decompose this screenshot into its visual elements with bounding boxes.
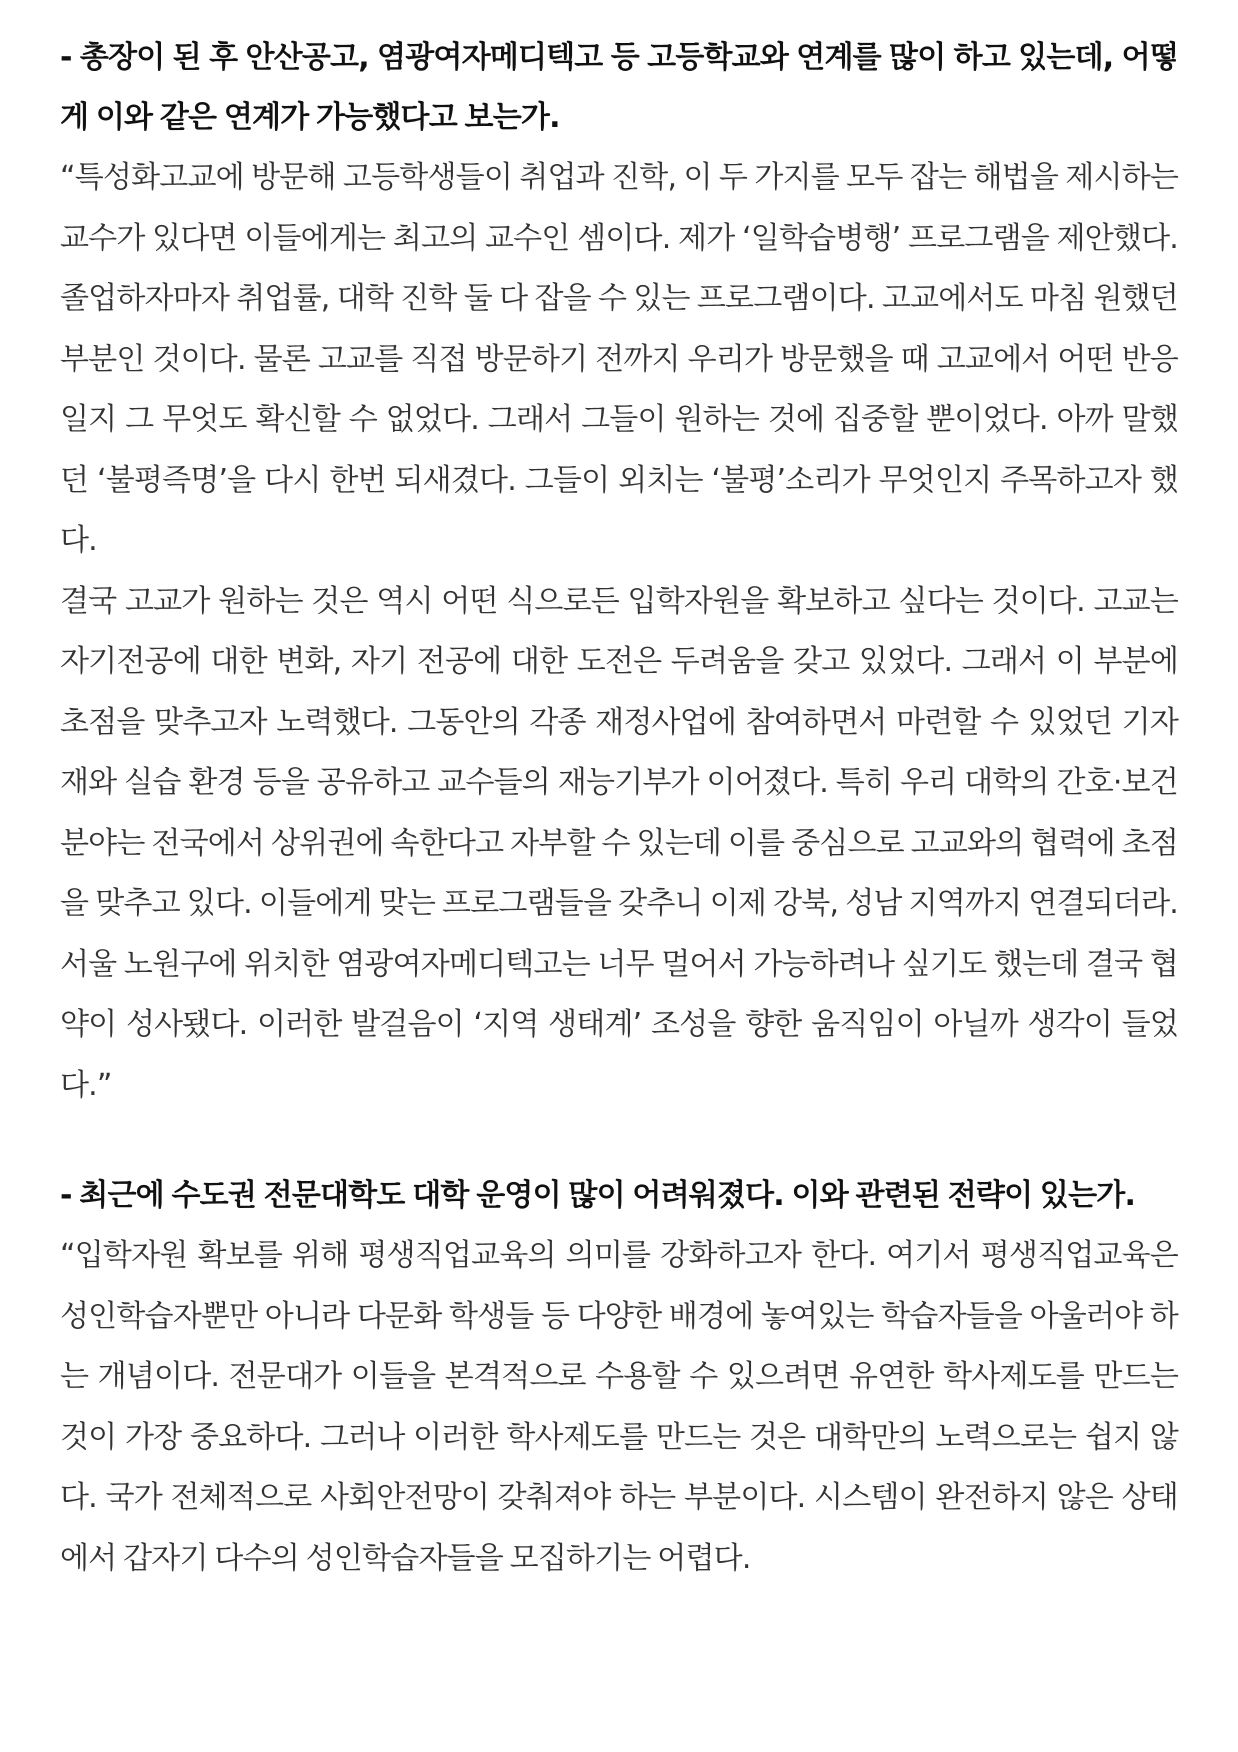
- section-gap: [60, 1116, 1178, 1166]
- interview-answer-paragraph: “특성화고교에 방문해 고등학생들이 취업과 진학, 이 두 가지를 모두 잡는 해법을 제시하는 교수가 있다면 이들에게는 최고의 교수인 셈이다. 제가 ‘일학습병행’ 프로그램을 제안했다. 졸업하자마자 취업률, 대학 진학 둘 다 잡을 수 있는 프로그램이다. 고교에서도 마침 원했던 부분인 것이다. 물론 고교를 직접 방문하기 전까지 우리가 방문했을 때 고교에서 어떤 반응일지 그 무엇도 확신할 수 없었다. 그래서 그들이 원하는 것에 집중할 뿐이었다. 아까 말했던 ‘불평즉명’을 다시 한번 되새겼다. 그들이 외치는 ‘불평’소리가 무엇인지 주목하고자 했다.: [60, 160, 1178, 558]
- qa-section-2: [60, 1166, 1178, 1589]
- interview-question: - 총장이 된 후 안산공고, 염광여자메디텍고 등 고등학교와 연계를 많이 하고 있는데, 어떻게 이와 같은 연계가 가능했다고 보는가.: [60, 40, 1178, 135]
- qa-section-1: [60, 28, 1178, 1116]
- interview-question: - 최근에 수도권 전문대학도 대학 운영이 많이 어려워졌다. 이와 관련된 전략이 있는가.: [60, 1178, 1136, 1213]
- interview-answer-paragraph: “입학자원 확보를 위해 평생직업교육의 의미를 강화하고자 한다. 여기서 평생직업교육은 성인학습자뿐만 아니라 다문화 학생들 등 다양한 배경에 놓여있는 학습자들을 아울러야 하는 개념이다. 전문대가 이들을 본격적으로 수용할 수 있으려면 유연한 학사제도를 만드는 것이 가장 중요하다. 그러나 이러한 학사제도를 만드는 것은 대학만의 노력으로는 쉽지 않다. 국가 전체적으로 사회안전망이 갖춰져야 하는 부분이다. 시스템이 완전하지 않은 상태에서 갑자기 다수의 성인학습자들을 모집하기는 어렵다.: [60, 1238, 1178, 1576]
- article-body: [60, 28, 1178, 1589]
- interview-answer-paragraph: 결국 고교가 원하는 것은 역시 어떤 식으로든 입학자원을 확보하고 싶다는 것이다. 고교는 자기전공에 대한 변화, 자기 전공에 대한 도전은 두려움을 갖고 있었다. 그래서 이 부분에 초점을 맞추고자 노력했다. 그동안의 각종 재정사업에 참여하면서 마련할 수 있었던 기자재와 실습 환경 등을 공유하고 교수들의 재능기부가 이어졌다. 특히 우리 대학의 간호·보건 분야는 전국에서 상위권에 속한다고 자부할 수 있는데 이를 중심으로 고교와의 협력에 초점을 맞추고 있다. 이들에게 맞는 프로그램들을 갖추니 이제 강북, 성남 지역까지 연결되더라. 서울 노원구에 위치한 염광여자메디텍고는 너무 멀어서 가능하려나 싶기도 했는데 결국 협약이 성사됐다. 이러한 발걸음이 ‘지역 생태계’ 조성을 향한 움직임이 아닐까 생각이 들었다.”: [60, 583, 1178, 1103]
